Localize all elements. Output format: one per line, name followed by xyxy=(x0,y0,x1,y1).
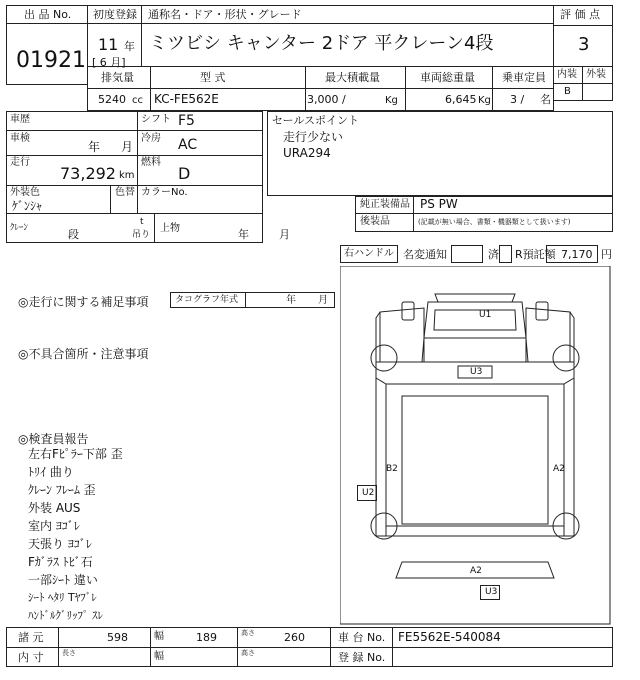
inspector-item: ｼｰﾄ ﾍﾀﾘ Tﾔﾌﾞﾚ xyxy=(28,591,97,604)
recycle-fee: 7,170 xyxy=(561,248,593,261)
inspector-item: 外装 AUS xyxy=(28,501,81,515)
max-load: 3,000 / xyxy=(307,93,346,106)
first-registration-year: 11 xyxy=(98,35,119,54)
mileage: 73,292 xyxy=(60,164,116,183)
crane-t-unit: t xyxy=(140,217,144,227)
height-label: 高さ xyxy=(241,629,255,637)
loading-year-unit: 年 xyxy=(238,228,249,241)
displacement-label: 排気量 xyxy=(101,71,134,84)
lot-number: 01921 xyxy=(16,48,86,73)
name-change-box xyxy=(451,245,483,263)
name-change-label: 名変通知 xyxy=(403,248,447,261)
max-load-unit: Kg xyxy=(385,95,398,106)
crane-stage-unit: 段 xyxy=(68,228,79,241)
sales-point-label: セールスポイント xyxy=(272,114,360,127)
car-name: ミツビシ キャンター 2ドア 平クレーン4段 xyxy=(149,33,494,54)
length: 598 xyxy=(107,631,128,644)
fuel: D xyxy=(178,164,191,183)
damage-mark: U2 xyxy=(362,488,375,498)
inspection-year-unit: 年 xyxy=(88,140,101,154)
interior-grade-label: 内装 xyxy=(557,69,577,80)
loading-month-unit: 月 xyxy=(279,228,290,241)
year-unit: 年 xyxy=(124,40,135,53)
inspection-month-unit: 月 xyxy=(121,140,134,154)
recycle-label: 済 xyxy=(488,248,499,261)
exterior-grade-label: 外装 xyxy=(586,69,606,80)
sales-point-2: URA294 xyxy=(283,146,331,160)
first-registration-month: [ 6 月] xyxy=(92,56,126,69)
ac-label: 冷房 xyxy=(141,133,161,144)
height: 260 xyxy=(284,631,305,644)
aftermarket-note: (記載が無い場合、書類・機器類として扱います) xyxy=(418,218,571,226)
genuine-equipment-label: 純正装備品 xyxy=(360,199,410,210)
exterior-color-label: 外装色 xyxy=(10,187,40,198)
mileage-unit: km xyxy=(119,170,135,181)
damage-mark: U3 xyxy=(485,587,498,597)
history-label: 車歴 xyxy=(10,114,30,125)
sales-point-1: 走行少ない xyxy=(283,130,344,144)
recycle-fee-label: R預託額 xyxy=(515,248,556,261)
loading-label: 上物 xyxy=(160,223,180,234)
inspection-label: 車検 xyxy=(10,133,30,144)
displacement-unit: cc xyxy=(132,95,143,106)
ac: AC xyxy=(178,137,198,153)
score-value: 3 xyxy=(578,34,590,55)
total-weight-label: 車両総重量 xyxy=(420,71,475,84)
interior-grade: B xyxy=(564,86,571,97)
inspector-item: Fｶﾞﾗｽ ﾄﾋﾞ石 xyxy=(28,555,93,569)
total-weight: 6,645 xyxy=(445,93,477,106)
chassis-number: FE5562E-540084 xyxy=(398,630,501,644)
max-load-label: 最大積載量 xyxy=(325,71,380,84)
damage-mark: U1 xyxy=(479,310,492,320)
inspector-item: ｸﾚｰﾝ ﾌﾚｰﾑ 歪 xyxy=(28,483,96,497)
inspector-item: 室内 ﾖｺﾞﾚ xyxy=(28,519,80,533)
model-label: 型 式 xyxy=(200,71,226,84)
lot-number-label: 出 品 No. xyxy=(24,8,72,21)
model: KC-FE562E xyxy=(154,92,219,106)
drive-label: 右ハンドル xyxy=(344,248,394,259)
length2-label: 長さ xyxy=(62,649,76,657)
inspector-item: 一部ｼｰﾄ 違い xyxy=(28,573,98,587)
damage-mark: A2 xyxy=(553,464,565,474)
defects-label: ◎不具合箇所・注意事項 xyxy=(18,347,149,361)
tachograph-year-unit: 年 xyxy=(286,295,296,306)
color-code-label: カラーNo. xyxy=(141,187,188,198)
genuine-equipment: PS PW xyxy=(420,197,458,211)
recycle-yen: 円 xyxy=(601,248,612,261)
exterior-color: ｹﾞﾝｼｬ xyxy=(12,199,43,213)
tachograph-label: タコグラフ年式 xyxy=(175,295,239,305)
inspector-item: ﾄﾘｲ 曲り xyxy=(28,465,74,479)
shift: F5 xyxy=(178,113,195,129)
width: 189 xyxy=(196,631,217,644)
width-label: 幅 xyxy=(154,631,164,642)
mileage-label: 走行 xyxy=(10,157,30,168)
shift-label: シフト xyxy=(141,114,171,125)
car-name-label: 通称名・ドア・形状・グレード xyxy=(148,8,302,21)
height2-label: 高さ xyxy=(241,649,255,657)
aftermarket-label: 後装品 xyxy=(360,216,390,227)
inspector-item: 天張り ﾖｺﾞﾚ xyxy=(28,537,92,551)
capacity: 3 / xyxy=(510,93,525,106)
recycle-check-box xyxy=(499,245,512,263)
first-registration-label: 初度登録 xyxy=(93,8,137,21)
chassis-label: 車 台 No. xyxy=(338,631,386,644)
registration-label: 登 録 No. xyxy=(338,651,386,664)
crane-label: ｸﾚｰﾝ xyxy=(10,223,29,233)
damage-mark: A2 xyxy=(470,566,482,576)
dims-label: 諸 元 xyxy=(18,631,44,644)
capacity-unit: 名 xyxy=(540,93,551,106)
internal-dims-label: 内 寸 xyxy=(18,651,44,664)
total-weight-unit: Kg xyxy=(478,95,491,106)
tachograph-month-unit: 月 xyxy=(318,295,328,306)
inspector-item: ﾊﾝﾄﾞﾙｸﾞﾘｯﾌﾟ ｽﾚ xyxy=(28,609,103,622)
inspector-item: 左右Fﾋﾟﾗｰ下部 歪 xyxy=(28,447,123,461)
driving-notes-label: ◎走行に関する補足事項 xyxy=(18,295,149,309)
fuel-label: 燃料 xyxy=(141,157,161,168)
inspector-report-label: ◎検査員報告 xyxy=(18,432,89,446)
displacement: 5240 xyxy=(98,93,126,106)
score-label: 評 価 点 xyxy=(560,8,600,21)
width2-label: 幅 xyxy=(154,651,164,662)
damage-mark: U3 xyxy=(470,367,483,377)
crane-hoist-unit: 吊り xyxy=(132,230,151,240)
color-change-label: 色替 xyxy=(115,187,135,198)
capacity-label: 乗車定員 xyxy=(502,71,546,84)
damage-mark: B2 xyxy=(386,464,398,474)
